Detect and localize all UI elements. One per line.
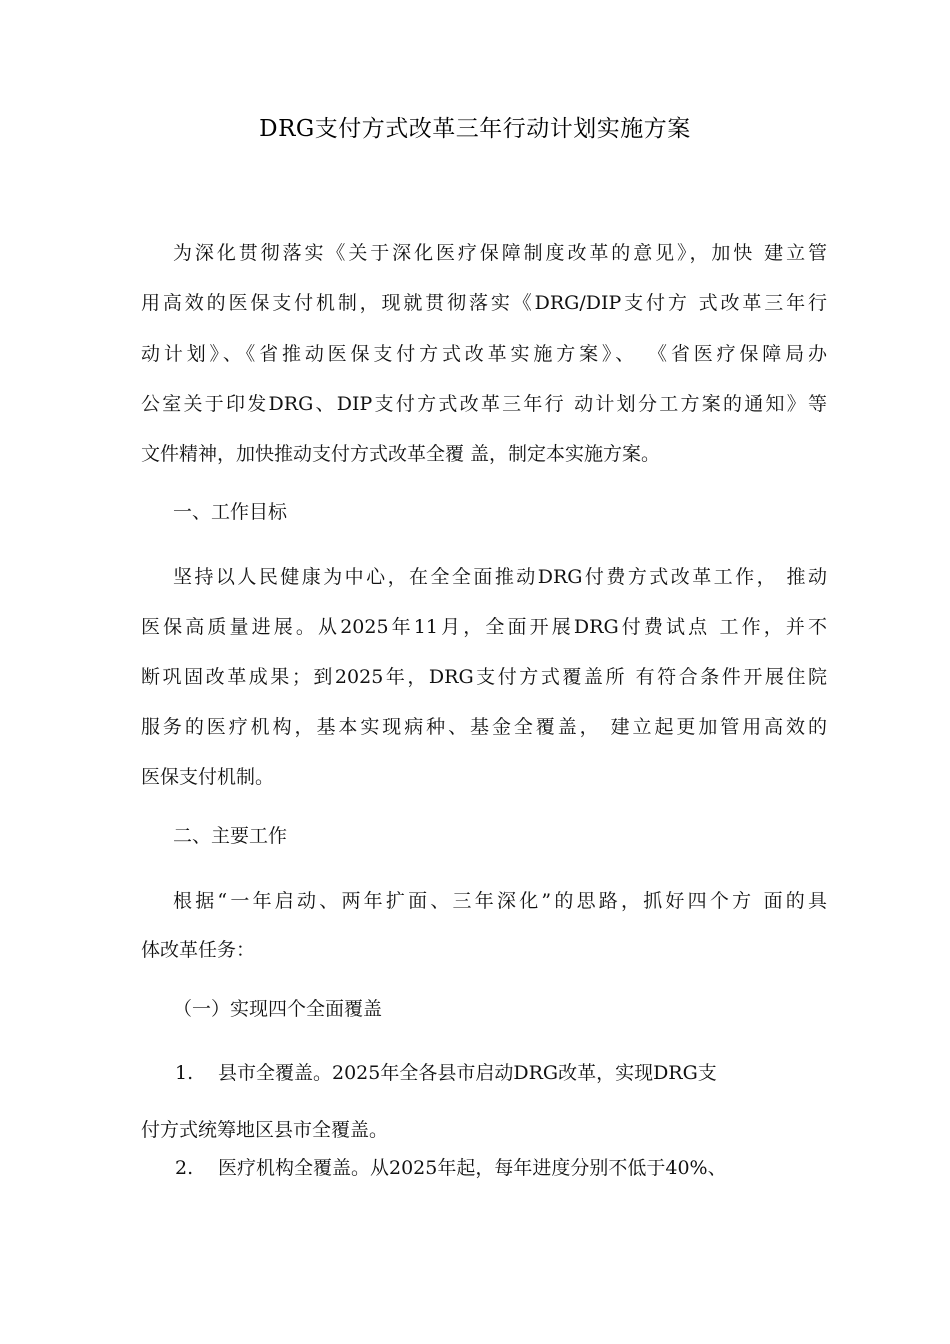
intro-line-4: 公室关于印发DRG、DIP支付方式改革三年行 动计划分工方案的通知》等: [141, 393, 827, 415]
section-heading-main-work: 二、主要工作: [173, 825, 288, 847]
page-title: DRG支付方式改革三年行动计划实施方案: [259, 116, 691, 142]
main-work-line-1: 根据“一年启动、两年扩面、三年深化”的思路，抓好四个方 面的具: [173, 890, 827, 912]
intro-line-5: 文件精神，加快推动支付方式改革全覆 盖，制定本实施方案。: [141, 443, 661, 465]
goals-line-3: 断巩固改革成果；到2025年，DRG支付方式覆盖所 有符合条件开展住院: [141, 666, 827, 688]
intro-line-3: 动计划》、《省推动医保支付方式改革实施方案》、 《省医疗保障局办: [141, 343, 827, 365]
list-item-number: 1.: [175, 1062, 194, 1084]
list-item-1-line-2: 付方式统筹地区县市全覆盖。: [141, 1119, 389, 1141]
main-work-line-2: 体改革任务：: [141, 939, 256, 961]
goals-line-1: 坚持以人民健康为中心，在全全面推动DRG付费方式改革工作， 推动: [173, 566, 827, 588]
list-item-1-line-1: 县市全覆盖。2025年全各县市启动DRG改革，实现DRG支: [218, 1062, 717, 1084]
goals-line-2: 医保高质量进展。从2025年11月，全面开展DRG付费试点 工作，并不: [141, 616, 827, 638]
goals-line-4: 服务的医疗机构，基本实现病种、基金全覆盖， 建立起更加管用高效的: [141, 716, 827, 738]
intro-line-2: 用高效的医保支付机制，现就贯彻落实《DRG/DIP支付方 式改革三年行: [141, 292, 827, 314]
list-item-number: 2.: [175, 1157, 194, 1179]
subsection-heading: （一）实现四个全面覆盖: [173, 998, 383, 1020]
goals-line-5: 医保支付机制。: [141, 766, 275, 788]
list-item-2-line-1: 医疗机构全覆盖。从2025年起，每年进度分别不低于40%、: [218, 1157, 727, 1179]
intro-line-1: 为深化贯彻落实《关于深化医疗保障制度改革的意见》，加快 建立管: [173, 242, 827, 264]
section-heading-goals: 一、工作目标: [173, 501, 288, 523]
